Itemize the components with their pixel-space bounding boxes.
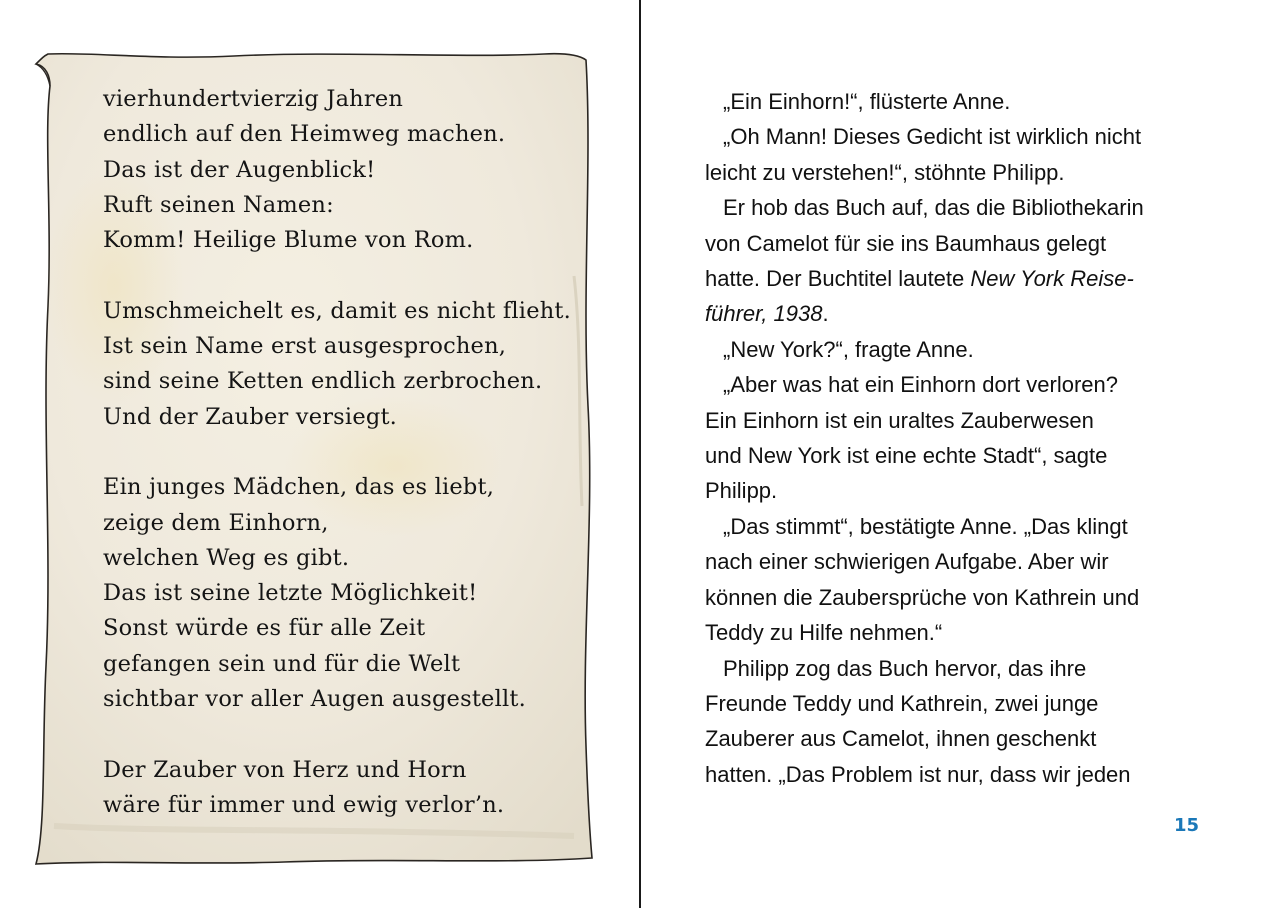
poem-line: gefangen sein und für die Welt xyxy=(103,650,461,677)
poem-stanza xyxy=(103,294,583,435)
poem-line: Ein junges Mädchen, das es liebt, xyxy=(103,474,495,501)
text-line: nach einer schwierigen Aufgabe. Aber wir xyxy=(705,549,1109,575)
text-line: und New York ist eine echte Stadt“, sagte xyxy=(705,443,1108,469)
poem-line: Umschmeichelt es, damit es nicht flieht. xyxy=(103,297,571,324)
text-line: „New York?“, fragte Anne. xyxy=(723,336,974,362)
poem-line: Das ist der Augenblick! xyxy=(103,156,376,183)
text-line: „Oh Mann! Dieses Gedicht ist wirklich nicht xyxy=(723,124,1142,150)
text-line: von Camelot für sie ins Baumhaus gelegt xyxy=(705,230,1107,256)
text-segment: hatte. Der Buchtitel lautete xyxy=(705,266,965,292)
text-line xyxy=(705,261,1205,296)
poem-stanza xyxy=(103,470,583,717)
poem-line: sichtbar vor aller Augen ausgestellt. xyxy=(103,686,526,713)
poem-line: Sonst würde es für alle Zeit xyxy=(103,615,426,642)
text-line: Teddy zu Hilfe nehmen.“ xyxy=(705,620,943,646)
text-line: Er hob das Buch auf, das die Bibliothekarin xyxy=(723,195,1144,221)
book-title: führer, 1938 xyxy=(705,301,823,327)
poem-line: endlich auf den Heimweg machen. xyxy=(103,121,506,148)
text-line: hatten. „Das Problem ist nur, dass wir jeden xyxy=(705,761,1131,787)
poem-line: Ruft seinen Namen: xyxy=(103,191,334,218)
poem-line: Der Zauber von Herz und Horn xyxy=(103,756,467,783)
poem-stanza xyxy=(103,82,583,258)
poem-line: vierhundertvierzig Jahren xyxy=(103,86,404,112)
poem-line: Komm! Heilige Blume von Rom. xyxy=(103,227,474,254)
text-line: Philipp zog das Buch hervor, das ihre xyxy=(723,655,1087,681)
poem-text xyxy=(103,82,583,859)
text-line: leicht zu verstehen!“, stöhnte Philipp. xyxy=(705,159,1065,185)
poem-line: zeige dem Einhorn, xyxy=(103,509,329,536)
text-segment: . xyxy=(822,301,829,327)
poem-line: wäre für immer und ewig verlor’n. xyxy=(103,791,505,818)
poem-line: Und der Zauber versiegt. xyxy=(103,403,398,430)
story-text xyxy=(705,84,1205,792)
page-number: 15 xyxy=(1174,815,1200,836)
poem-line: Das ist seine letzte Möglichkeit! xyxy=(103,580,478,607)
text-line: Zauberer aus Camelot, ihnen geschenkt xyxy=(705,726,1097,752)
poem-line: welchen Weg es gibt. xyxy=(103,544,350,571)
text-line: Philipp. xyxy=(705,478,778,504)
poem-line: Ist sein Name erst ausgesprochen, xyxy=(103,333,507,360)
text-line xyxy=(705,296,1205,331)
text-line: Ein Einhorn ist ein uraltes Zauberwesen xyxy=(705,407,1094,433)
text-line: können die Zaubersprüche von Kathrein und xyxy=(705,584,1140,610)
text-line: „Aber was hat ein Einhorn dort verloren? xyxy=(723,372,1118,398)
poem-line: sind seine Ketten endlich zerbrochen. xyxy=(103,368,543,395)
text-line: „Ein Einhorn!“, flüsterte Anne. xyxy=(723,89,1011,114)
text-line: Freunde Teddy und Kathrein, zwei junge xyxy=(705,690,1099,716)
parchment-scroll xyxy=(34,46,604,870)
book-title: New York Reise- xyxy=(970,266,1134,292)
text-line: „Das stimmt“, bestätigte Anne. „Das klingt xyxy=(723,513,1128,539)
poem-stanza xyxy=(103,753,583,824)
